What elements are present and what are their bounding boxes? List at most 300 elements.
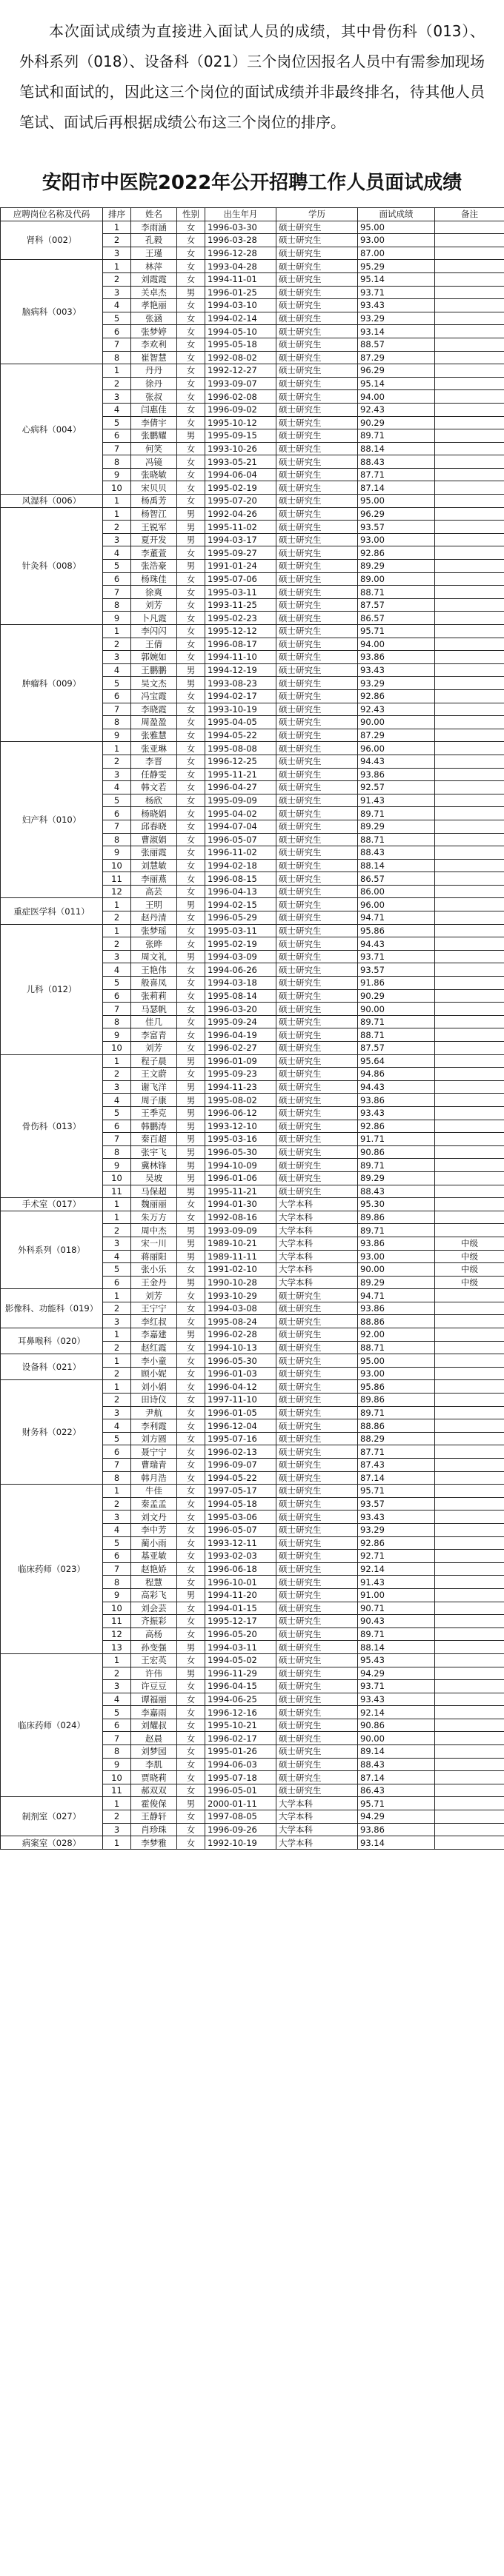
education-cell: 硕士研究生: [276, 794, 358, 807]
name-cell: 张丽霞: [131, 846, 177, 860]
gender-cell: 女: [177, 455, 205, 469]
gender-cell: 女: [177, 272, 205, 286]
name-cell: 关卓杰: [131, 286, 177, 299]
score-cell: 93.86: [358, 768, 435, 781]
score-cell: 96.00: [358, 898, 435, 911]
gender-cell: 女: [177, 364, 205, 378]
note-cell: [435, 429, 504, 443]
note-cell: [435, 1667, 504, 1680]
gender-cell: 男: [177, 286, 205, 299]
rank-cell: 10: [103, 1042, 131, 1055]
score-cell: 88.71: [358, 586, 435, 599]
gender-cell: 女: [177, 1693, 205, 1706]
score-cell: 87.29: [358, 729, 435, 742]
score-cell: 93.43: [358, 1693, 435, 1706]
gender-cell: 女: [177, 625, 205, 638]
gender-cell: 女: [177, 1784, 205, 1797]
rank-cell: 7: [103, 703, 131, 716]
header-gender: 性别: [177, 208, 205, 221]
note-cell: [435, 1054, 504, 1068]
note-cell: [435, 416, 504, 429]
score-cell: 92.14: [358, 1706, 435, 1719]
name-cell: 许豆豆: [131, 1680, 177, 1693]
birth-cell: 1996-05-07: [205, 833, 276, 846]
rank-cell: 7: [103, 1003, 131, 1016]
name-cell: 任静雯: [131, 768, 177, 781]
score-cell: 89.29: [358, 1171, 435, 1185]
note-cell: [435, 885, 504, 898]
education-cell: 硕士研究生: [276, 481, 358, 495]
note-cell: [435, 468, 504, 481]
position-cell: 脑病科（003）: [1, 260, 103, 364]
birth-cell: 1996-01-06: [205, 1171, 276, 1185]
score-cell: 93.86: [358, 651, 435, 664]
name-cell: 霍俊保: [131, 1797, 177, 1810]
education-cell: 硕士研究生: [276, 898, 358, 911]
birth-cell: 1995-02-19: [205, 937, 276, 951]
gender-cell: 女: [177, 247, 205, 260]
gender-cell: 女: [177, 885, 205, 898]
education-cell: 硕士研究生: [276, 1289, 358, 1302]
rank-cell: 6: [103, 807, 131, 820]
education-cell: 硕士研究生: [276, 598, 358, 612]
score-cell: 94.43: [358, 1080, 435, 1094]
rank-cell: 2: [103, 521, 131, 534]
page-title: 安阳市中医院2022年公开招聘工作人员面试成绩: [42, 172, 462, 194]
score-cell: 90.00: [358, 1003, 435, 1016]
gender-cell: 女: [177, 1198, 205, 1211]
gender-cell: 女: [177, 1263, 205, 1277]
rank-cell: 2: [103, 1302, 131, 1315]
score-cell: 93.71: [358, 950, 435, 963]
score-cell: 87.57: [358, 598, 435, 612]
gender-cell: 女: [177, 1680, 205, 1693]
score-cell: 88.57: [358, 338, 435, 351]
name-cell: 赵艳娇: [131, 1562, 177, 1576]
name-cell: 马瑟帆: [131, 1003, 177, 1016]
education-cell: 硕士研究生: [276, 1576, 358, 1589]
education-cell: 硕士研究生: [276, 1042, 358, 1055]
score-cell: 94.86: [358, 1068, 435, 1081]
name-cell: 聂宁宁: [131, 1445, 177, 1459]
score-cell: 88.86: [358, 1419, 435, 1433]
education-cell: 硕士研究生: [276, 312, 358, 325]
education-cell: 硕士研究生: [276, 1445, 358, 1459]
note-cell: [435, 1576, 504, 1589]
note-cell: [435, 729, 504, 742]
score-cell: 93.00: [358, 1250, 435, 1263]
birth-cell: 1993-08-23: [205, 677, 276, 690]
birth-cell: 1995-01-26: [205, 1745, 276, 1759]
birth-cell: 1994-06-03: [205, 1758, 276, 1771]
table-row: [1, 221, 504, 234]
education-cell: 硕士研究生: [276, 1459, 358, 1472]
table-row: [1, 1054, 504, 1068]
score-cell: 92.86: [358, 1536, 435, 1550]
note-cell: [435, 755, 504, 768]
education-cell: 硕士研究生: [276, 521, 358, 534]
birth-cell: 1994-05-22: [205, 729, 276, 742]
score-cell: 91.86: [358, 977, 435, 990]
note-cell: [435, 612, 504, 625]
gender-cell: 女: [177, 612, 205, 625]
rank-cell: 2: [103, 937, 131, 951]
rank-cell: 1: [103, 1485, 131, 1498]
birth-cell: 1992-04-26: [205, 507, 276, 521]
education-cell: 硕士研究生: [276, 963, 358, 977]
name-cell: 孔毅: [131, 234, 177, 247]
education-cell: 硕士研究生: [276, 716, 358, 729]
rank-cell: 8: [103, 455, 131, 469]
note-cell: [435, 1810, 504, 1824]
rank-cell: 8: [103, 1145, 131, 1159]
education-cell: 硕士研究生: [276, 455, 358, 469]
score-cell: 92.43: [358, 403, 435, 416]
birth-cell: 1995-11-21: [205, 768, 276, 781]
gender-cell: 女: [177, 716, 205, 729]
score-cell: 93.29: [358, 312, 435, 325]
name-cell: 曹淑娟: [131, 833, 177, 846]
note-cell: [435, 1315, 504, 1328]
name-cell: 李董萱: [131, 546, 177, 560]
note-cell: [435, 507, 504, 521]
gender-cell: 男: [177, 1171, 205, 1185]
birth-cell: 1995-03-11: [205, 586, 276, 599]
name-cell: 蔺小雨: [131, 1536, 177, 1550]
rank-cell: 3: [103, 1406, 131, 1419]
rank-cell: 11: [103, 872, 131, 886]
education-cell: 硕士研究生: [276, 1432, 358, 1445]
gender-cell: 男: [177, 950, 205, 963]
education-cell: 硕士研究生: [276, 663, 358, 677]
education-cell: 硕士研究生: [276, 1028, 358, 1042]
birth-cell: 1996-11-29: [205, 1667, 276, 1680]
note-cell: [435, 677, 504, 690]
gender-cell: 女: [177, 833, 205, 846]
table-row: [1, 507, 504, 521]
note-cell: [435, 1641, 504, 1654]
education-cell: 硕士研究生: [276, 1054, 358, 1068]
rank-cell: 2: [103, 911, 131, 925]
birth-cell: 1997-08-05: [205, 1810, 276, 1824]
education-cell: 硕士研究生: [276, 351, 358, 364]
gender-cell: 女: [177, 260, 205, 273]
score-cell: 90.86: [358, 1145, 435, 1159]
name-cell: 张亚琳: [131, 742, 177, 755]
rank-cell: 2: [103, 1810, 131, 1824]
education-cell: 硕士研究生: [276, 1602, 358, 1615]
gender-cell: 女: [177, 572, 205, 586]
rank-cell: 5: [103, 416, 131, 429]
name-cell: 李丽燕: [131, 872, 177, 886]
note-cell: [435, 716, 504, 729]
position-cell: 临床药师（024）: [1, 1653, 103, 1797]
note-cell: [435, 533, 504, 546]
rank-cell: 6: [103, 325, 131, 338]
birth-cell: 1994-06-25: [205, 1693, 276, 1706]
rank-cell: 8: [103, 716, 131, 729]
birth-cell: 1995-08-02: [205, 1094, 276, 1107]
education-cell: 大学本科: [276, 1198, 358, 1211]
birth-cell: 1990-10-28: [205, 1276, 276, 1289]
gender-cell: 女: [177, 1003, 205, 1016]
score-cell: 91.43: [358, 794, 435, 807]
rank-cell: 6: [103, 689, 131, 703]
birth-cell: 1992-08-16: [205, 1211, 276, 1224]
name-cell: 周文礼: [131, 950, 177, 963]
rank-cell: 1: [103, 507, 131, 521]
gender-cell: 女: [177, 1341, 205, 1354]
name-cell: 张晓敏: [131, 468, 177, 481]
gender-cell: 女: [177, 781, 205, 794]
note-cell: [435, 794, 504, 807]
education-cell: 硕士研究生: [276, 885, 358, 898]
note-cell: [435, 272, 504, 286]
birth-cell: 1995-09-09: [205, 794, 276, 807]
rank-cell: 2: [103, 638, 131, 651]
position-cell: 肾科（002）: [1, 221, 103, 260]
score-cell: 89.86: [358, 1211, 435, 1224]
name-cell: 周盈盈: [131, 716, 177, 729]
name-cell: 张宇飞: [131, 1145, 177, 1159]
score-cell: 93.86: [358, 1237, 435, 1250]
gender-cell: 男: [177, 1667, 205, 1680]
education-cell: 硕士研究生: [276, 612, 358, 625]
education-cell: 硕士研究生: [276, 1550, 358, 1563]
birth-cell: 1995-03-06: [205, 1511, 276, 1524]
table-body: [1, 221, 504, 1849]
birth-cell: 1995-09-15: [205, 429, 276, 443]
name-cell: 刘慧敏: [131, 859, 177, 872]
position-cell: 心病科（004）: [1, 364, 103, 495]
birth-cell: 1997-05-17: [205, 1485, 276, 1498]
name-cell: 王文蔚: [131, 1068, 177, 1081]
birth-cell: 1996-12-25: [205, 755, 276, 768]
rank-cell: 1: [103, 625, 131, 638]
birth-cell: 1995-10-12: [205, 416, 276, 429]
name-cell: 田诗仪: [131, 1394, 177, 1407]
table-row: [1, 1653, 504, 1667]
birth-cell: 1996-04-19: [205, 1028, 276, 1042]
note-cell: [435, 950, 504, 963]
score-cell: 94.00: [358, 638, 435, 651]
name-cell: 张晔: [131, 937, 177, 951]
gender-cell: 男: [177, 429, 205, 443]
rank-cell: 1: [103, 1211, 131, 1224]
birth-cell: 1996-02-17: [205, 1732, 276, 1745]
birth-cell: 1995-05-18: [205, 338, 276, 351]
rank-cell: 1: [103, 1653, 131, 1667]
rank-cell: 7: [103, 1133, 131, 1146]
birth-cell: 1994-11-01: [205, 272, 276, 286]
gender-cell: 男: [177, 1185, 205, 1198]
note-cell: [435, 1120, 504, 1133]
name-cell: 高彩飞: [131, 1588, 177, 1602]
birth-cell: 1995-07-18: [205, 1771, 276, 1784]
education-cell: 硕士研究生: [276, 937, 358, 951]
rank-cell: 7: [103, 338, 131, 351]
rank-cell: 5: [103, 1263, 131, 1277]
gender-cell: 男: [177, 533, 205, 546]
gender-cell: 女: [177, 742, 205, 755]
rank-cell: 6: [103, 572, 131, 586]
note-cell: [435, 1523, 504, 1536]
note-cell: [435, 1823, 504, 1836]
education-cell: 硕士研究生: [276, 1367, 358, 1380]
education-cell: 硕士研究生: [276, 495, 358, 508]
name-cell: 赵红霞: [131, 1341, 177, 1354]
rank-cell: 2: [103, 1224, 131, 1237]
note-cell: [435, 1445, 504, 1459]
birth-cell: 1996-05-07: [205, 1523, 276, 1536]
score-cell: 93.57: [358, 963, 435, 977]
gender-cell: 女: [177, 1028, 205, 1042]
birth-cell: 1994-05-10: [205, 325, 276, 338]
table-row: [1, 898, 504, 911]
gender-cell: 女: [177, 651, 205, 664]
name-cell: 蒋丽阳: [131, 1250, 177, 1263]
position-cell: 重症医学科（011）: [1, 898, 103, 924]
score-cell: 88.29: [358, 1432, 435, 1445]
education-cell: 硕士研究生: [276, 1354, 358, 1368]
score-cell: 95.71: [358, 1797, 435, 1810]
gender-cell: 女: [177, 1823, 205, 1836]
note-cell: [435, 1627, 504, 1641]
education-cell: 硕士研究生: [276, 1133, 358, 1146]
score-cell: 88.86: [358, 1315, 435, 1328]
name-cell: 刘芳: [131, 1289, 177, 1302]
birth-cell: 1993-04-28: [205, 260, 276, 273]
gender-cell: 女: [177, 1394, 205, 1407]
score-cell: 94.00: [358, 390, 435, 404]
gender-cell: 女: [177, 221, 205, 234]
birth-cell: 1996-04-27: [205, 781, 276, 794]
education-cell: 硕士研究生: [276, 1588, 358, 1602]
education-cell: 硕士研究生: [276, 572, 358, 586]
name-cell: 佳几: [131, 1015, 177, 1028]
rank-cell: 12: [103, 1627, 131, 1641]
rank-cell: 8: [103, 833, 131, 846]
table-row: [1, 1354, 504, 1368]
gender-cell: 男: [177, 507, 205, 521]
gender-cell: 男: [177, 1120, 205, 1133]
rank-cell: 6: [103, 429, 131, 443]
note-cell: [435, 403, 504, 416]
gender-cell: 男: [177, 1094, 205, 1107]
education-cell: 硕士研究生: [276, 1328, 358, 1342]
rank-cell: 10: [103, 1602, 131, 1615]
rank-cell: 4: [103, 1419, 131, 1433]
score-cell: 87.71: [358, 468, 435, 481]
gender-cell: 男: [177, 1054, 205, 1068]
score-cell: 93.43: [358, 1511, 435, 1524]
education-cell: 硕士研究生: [276, 833, 358, 846]
score-cell: 93.00: [358, 533, 435, 546]
header-position: 应聘岗位名称及代码: [1, 208, 103, 221]
birth-cell: 1996-02-27: [205, 1042, 276, 1055]
birth-cell: 1989-10-21: [205, 1237, 276, 1250]
name-cell: 肖珍珠: [131, 1823, 177, 1836]
education-cell: 硕士研究生: [276, 1732, 358, 1745]
position-cell: 病案室（028）: [1, 1836, 103, 1850]
birth-cell: 1996-08-17: [205, 638, 276, 651]
score-cell: 95.14: [358, 377, 435, 390]
name-cell: 李肌: [131, 1758, 177, 1771]
education-cell: 硕士研究生: [276, 703, 358, 716]
name-cell: 张梦瑶: [131, 924, 177, 937]
rank-cell: 3: [103, 1823, 131, 1836]
score-cell: 87.14: [358, 481, 435, 495]
note-cell: [435, 937, 504, 951]
gender-cell: 女: [177, 1354, 205, 1368]
education-cell: 硕士研究生: [276, 299, 358, 312]
education-cell: 硕士研究生: [276, 781, 358, 794]
note-cell: [435, 221, 504, 234]
table-row: [1, 625, 504, 638]
note-cell: [435, 1406, 504, 1419]
birth-cell: 1993-10-26: [205, 442, 276, 455]
education-cell: 硕士研究生: [276, 507, 358, 521]
note-cell: [435, 689, 504, 703]
birth-cell: 1994-06-26: [205, 963, 276, 977]
birth-cell: 1993-10-29: [205, 1289, 276, 1302]
note-cell: [435, 1394, 504, 1407]
name-cell: 张梦婷: [131, 325, 177, 338]
rank-cell: 1: [103, 924, 131, 937]
name-cell: 张叔: [131, 390, 177, 404]
birth-cell: 1996-05-30: [205, 1145, 276, 1159]
gender-cell: 男: [177, 1250, 205, 1263]
name-cell: 贾晓莉: [131, 1771, 177, 1784]
name-cell: 卜凡霞: [131, 612, 177, 625]
name-cell: 王瑾: [131, 247, 177, 260]
name-cell: 秦百超: [131, 1133, 177, 1146]
rank-cell: 1: [103, 1198, 131, 1211]
name-cell: 张雅慧: [131, 729, 177, 742]
score-cell: 93.14: [358, 325, 435, 338]
name-cell: 杨禹芳: [131, 495, 177, 508]
gender-cell: 女: [177, 1511, 205, 1524]
score-cell: 95.71: [358, 1485, 435, 1498]
birth-cell: 1994-01-15: [205, 1602, 276, 1615]
note-cell: [435, 1653, 504, 1667]
name-cell: 李晋: [131, 755, 177, 768]
rank-cell: 8: [103, 351, 131, 364]
score-cell: 87.29: [358, 351, 435, 364]
birth-cell: 1996-11-02: [205, 846, 276, 860]
score-cell: 86.43: [358, 1784, 435, 1797]
education-cell: 硕士研究生: [276, 1745, 358, 1759]
score-cell: 90.00: [358, 716, 435, 729]
name-cell: 吴坡: [131, 1171, 177, 1185]
rank-cell: 2: [103, 272, 131, 286]
rank-cell: 6: [103, 989, 131, 1003]
name-cell: 刘方圆: [131, 1432, 177, 1445]
position-cell: 影像科、功能科（019）: [1, 1289, 103, 1328]
rank-cell: 3: [103, 1080, 131, 1094]
rank-cell: 3: [103, 1315, 131, 1328]
note-cell: [435, 260, 504, 273]
score-cell: 88.71: [358, 1028, 435, 1042]
name-cell: 宋一川: [131, 1237, 177, 1250]
note-cell: [435, 1068, 504, 1081]
name-cell: 王静轩: [131, 1810, 177, 1824]
name-cell: 程慧: [131, 1576, 177, 1589]
gender-cell: 女: [177, 911, 205, 925]
note-cell: [435, 1289, 504, 1302]
education-cell: 硕士研究生: [276, 1784, 358, 1797]
note-cell: [435, 977, 504, 990]
